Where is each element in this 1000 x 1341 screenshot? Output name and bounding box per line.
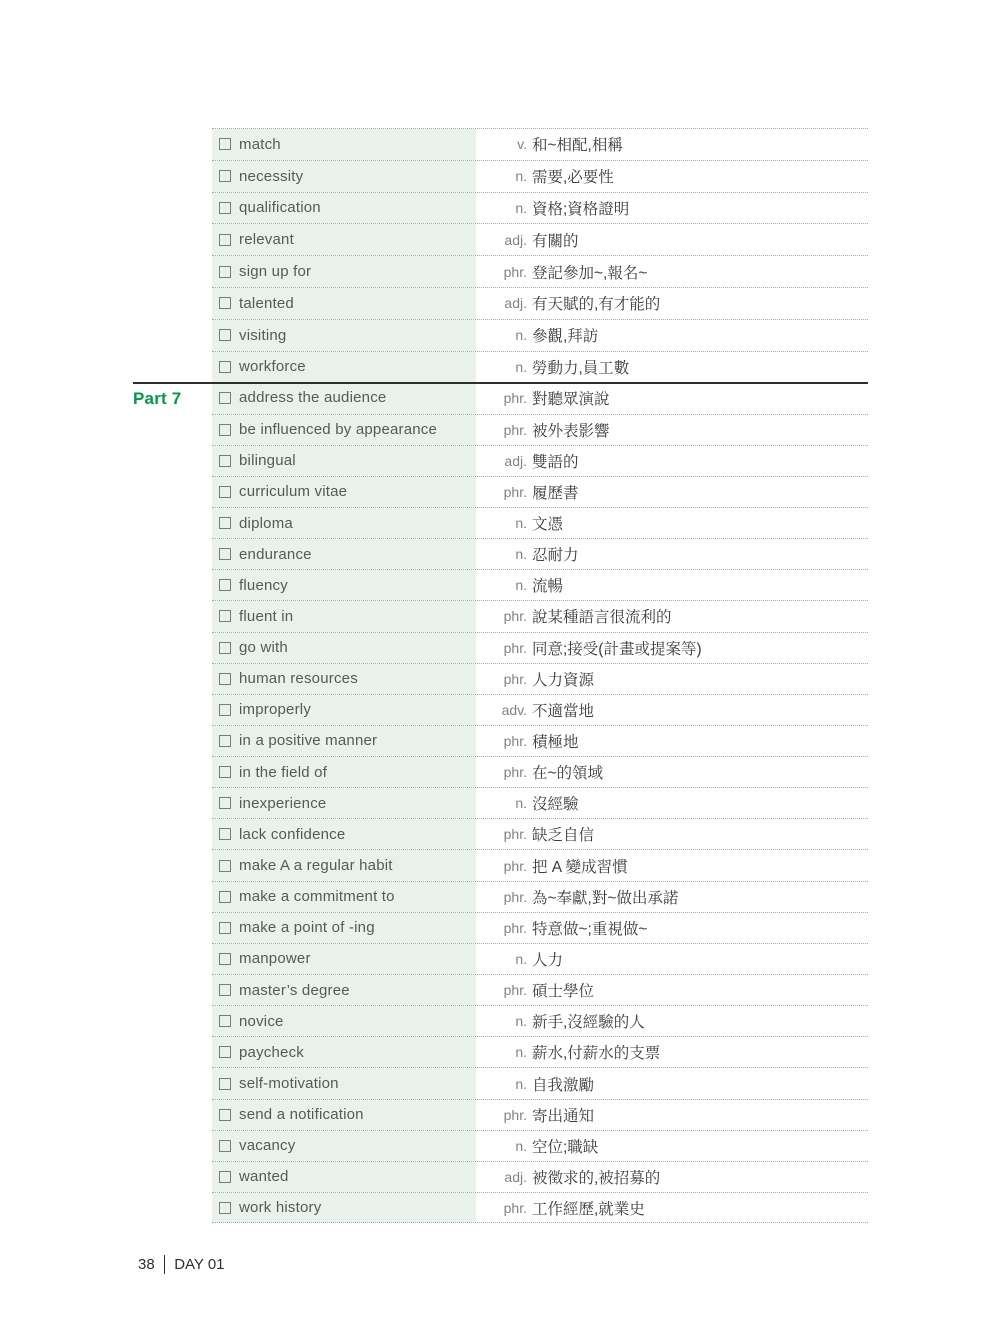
vocab-definition: 為~奉獻,對~做出承諾 [532,889,679,907]
vocab-definition-cell [476,477,868,507]
vocab-definition: 被徵求的,被招募的 [532,1169,661,1187]
vocab-word: novice [239,1012,284,1030]
vocab-word: talented [239,294,294,312]
vocab-row [212,223,868,255]
part-of-speech-label: phr. [503,857,527,874]
part-of-speech-label: phr. [503,826,527,843]
vocab-word: go with [239,639,288,657]
vocab-row [212,881,868,912]
vocab-word-cell [212,1100,476,1130]
vocab-definition: 勞動力,員工數 [532,359,630,377]
vocab-word-cell [212,129,476,160]
vocab-definition: 雙語的 [532,453,579,471]
vocab-definition-cell [476,224,868,255]
vocab-row [212,818,868,849]
vocab-definition: 參觀,拜訪 [532,328,599,346]
vocab-word-cell [212,633,476,663]
part-of-speech-label: n. [515,1013,527,1030]
vocab-definition-cell [476,1131,868,1161]
checkbox-icon [219,1202,231,1214]
vocab-section-2 [212,382,868,1223]
vocab-definition: 同意;接受(計畫或提案等) [532,640,702,658]
vocab-word: necessity [239,167,304,185]
vocab-row [212,192,868,224]
vocab-definition-cell [476,695,868,725]
vocab-row [212,569,868,600]
part-of-speech-label: phr. [503,982,527,999]
vocab-word: be influenced by appearance [239,421,438,439]
checkbox-icon [219,1078,231,1090]
vocab-definition: 登記參加~,報名~ [532,264,648,282]
vocab-row [212,160,868,192]
vocab-row [212,1005,868,1036]
vocab-word: manpower [239,950,311,968]
part-of-speech-label: n. [515,577,527,594]
vocab-row [212,382,868,413]
vocab-row [212,476,868,507]
checkbox-icon [219,984,231,996]
checkbox-icon [219,548,231,560]
vocab-row [212,351,868,383]
checkbox-icon [219,329,231,341]
checkbox-icon [219,1140,231,1152]
vocab-definition-cell [476,757,868,787]
vocab-definition-cell [476,288,868,319]
checkbox-icon [219,297,231,309]
vocab-definition: 把 A 變成習慣 [532,858,628,876]
checkbox-icon [219,922,231,934]
vocab-word: in a positive manner [239,732,378,750]
checkbox-icon [219,361,231,373]
vocab-word-cell [212,256,476,287]
vocab-word-cell [212,446,476,476]
vocab-row [212,414,868,445]
vocab-word-cell [212,695,476,725]
vocab-row [212,538,868,569]
vocab-word-cell [212,508,476,538]
vocab-word: match [239,135,281,153]
vocab-word-cell [212,570,476,600]
vocab-word: endurance [239,545,312,563]
vocab-word-cell [212,975,476,1005]
vocab-word-cell [212,288,476,319]
vocab-definition: 和~相配,相稱 [532,137,623,155]
part-of-speech-label: adv. [501,701,527,718]
vocab-word: improperly [239,701,312,719]
vocab-definition-cell [476,1162,868,1192]
vocab-row [212,663,868,694]
vocab-row [212,319,868,351]
vocab-word: qualification [239,199,321,217]
checkbox-icon [219,704,231,716]
vocab-definition: 缺乏自信 [532,827,595,845]
checkbox-icon [219,486,231,498]
vocab-word-cell [212,193,476,224]
part-of-speech-label: adj. [504,452,527,469]
part-of-speech-label: n. [515,515,527,531]
part-of-speech-label: n. [515,168,527,185]
vocab-word-cell [212,601,476,631]
vocab-word-cell [212,664,476,694]
part-of-speech-label: phr. [503,764,527,781]
vocab-definition-cell [476,726,868,756]
vocab-row [212,1099,868,1130]
vocab-definition: 薪水,付薪水的支票 [532,1045,661,1063]
part-of-speech-label: phr. [503,639,527,656]
part-label: Part 7 [133,389,182,408]
vocab-definition-cell [476,446,868,476]
vocab-word-cell [212,1193,476,1222]
chapter-label: DAY 01 [174,1256,225,1273]
vocab-word: in the field of [239,763,328,781]
part-of-speech-label: n. [515,795,527,812]
page-footer [138,1255,225,1274]
vocab-word-cell [212,882,476,912]
vocab-word-cell [212,819,476,849]
vocab-row [212,507,868,538]
vocab-word: work history [239,1199,322,1217]
vocab-definition-cell [476,850,868,880]
vocab-word-cell [212,477,476,507]
vocab-word: address the audience [239,389,387,407]
checkbox-icon [219,673,231,685]
checkbox-icon [219,266,231,278]
vocab-word: relevant [239,231,294,249]
vocab-row [212,912,868,943]
vocab-definition: 工作經歷,就業史 [532,1200,645,1218]
vocab-row [212,1192,868,1223]
vocab-word-cell [212,224,476,255]
vocab-row [212,128,868,160]
vocab-definition: 被外表影響 [532,422,610,440]
checkbox-icon [219,860,231,872]
vocab-definition: 履歷書 [532,484,579,502]
part-of-speech-label: phr. [503,483,527,500]
vocab-word-cell [212,161,476,192]
part-of-speech-label: n. [515,1137,527,1154]
checkbox-icon [219,234,231,246]
vocab-definition: 說某種語言很流利的 [532,609,672,627]
part-of-speech-label: phr. [503,888,527,905]
vocab-definition: 空位;職缺 [532,1138,599,1156]
vocab-word: self-motivation [239,1075,339,1093]
vocab-definition-cell [476,633,868,663]
vocab-definition: 沒經驗 [532,796,579,814]
part-of-speech-label: phr. [503,670,527,687]
vocab-row [212,600,868,631]
vocab-definition: 需要,必要性 [532,169,614,187]
checkbox-icon [219,455,231,467]
vocab-definition-cell [476,664,868,694]
vocab-section-1 [212,128,868,382]
part-of-speech-label: n. [515,327,527,344]
checkbox-icon [219,170,231,182]
checkbox-icon [219,579,231,591]
vocab-word-cell [212,1068,476,1098]
part-of-speech-label: n. [515,950,527,967]
vocab-row [212,632,868,663]
vocab-definition: 在~的領域 [532,765,604,783]
checkbox-icon [219,1046,231,1058]
checkbox-icon [219,891,231,903]
vocab-word-cell [212,757,476,787]
vocab-row [212,849,868,880]
vocab-word: bilingual [239,452,296,470]
vocab-definition-cell [476,1068,868,1098]
vocab-word: human resources [239,670,358,688]
vocab-word-cell [212,320,476,351]
vocab-definition-cell [476,601,868,631]
vocab-definition-cell [476,819,868,849]
vocab-word-cell [212,850,476,880]
vocab-word-cell [212,539,476,569]
part-section-divider [133,382,868,384]
vocab-definition: 有天賦的,有才能的 [532,296,661,314]
vocab-definition-cell [476,1037,868,1067]
vocab-definition-cell [476,415,868,445]
vocab-word: diploma [239,514,293,532]
vocab-row [212,943,868,974]
checkbox-icon [219,1171,231,1183]
checkbox-icon [219,642,231,654]
vocab-definition-cell [476,913,868,943]
vocab-definition-cell [476,129,868,160]
checkbox-icon [219,953,231,965]
vocab-definition: 流暢 [532,578,564,596]
checkbox-icon [219,517,231,529]
vocab-word-cell [212,352,476,383]
vocab-definition: 寄出通知 [532,1107,595,1125]
vocab-row [212,445,868,476]
vocab-definition: 文憑 [532,516,564,533]
checkbox-icon [219,610,231,622]
vocab-word: make a commitment to [239,888,395,906]
part-of-speech-label: phr. [503,263,527,280]
vocab-row [212,974,868,1005]
vocab-definition-cell [476,570,868,600]
part-of-speech-label: adj. [504,295,527,312]
vocab-word: fluent in [239,607,294,625]
vocab-word: fluency [239,576,288,594]
checkbox-icon [219,1109,231,1121]
part-of-speech-label: phr. [503,1199,527,1216]
vocab-word: make A a regular habit [239,857,393,875]
vocab-definition: 忍耐力 [532,547,579,565]
vocab-definition: 人力 [532,951,564,969]
part-of-speech-label: n. [515,1044,527,1061]
vocab-definition: 新手,沒經驗的人 [532,1014,645,1032]
vocab-row [212,255,868,287]
vocab-definition: 不適當地 [532,702,595,720]
checkbox-icon [219,138,231,150]
part-of-speech-label: phr. [503,732,527,749]
vocab-definition-cell [476,320,868,351]
vocab-definition-cell [476,1100,868,1130]
vocab-word-cell [212,1131,476,1161]
vocab-definition-cell [476,161,868,192]
part-of-speech-label: phr. [503,919,527,936]
vocab-definition-cell [476,944,868,974]
vocab-definition: 有關的 [532,232,579,250]
part-of-speech-label: n. [515,199,527,216]
vocab-word: workforce [239,358,306,376]
vocab-definition-cell [476,508,868,538]
vocab-word: paycheck [239,1043,304,1061]
vocab-row [212,1161,868,1192]
vocab-word-cell [212,726,476,756]
part-of-speech-label: phr. [503,421,527,438]
vocab-row [212,725,868,756]
part-of-speech-label: n. [515,358,527,375]
checkbox-icon [219,797,231,809]
page-number: 38 [138,1256,155,1273]
vocab-row [212,1067,868,1098]
vocab-definition-cell [476,539,868,569]
vocab-definition-cell [476,788,868,818]
vocab-word: wanted [239,1168,289,1186]
part-of-speech-label: adj. [504,231,527,248]
vocab-definition-cell [476,352,868,383]
vocab-definition: 自我激勵 [532,1076,595,1094]
vocab-row [212,787,868,818]
vocab-row [212,694,868,725]
checkbox-icon [219,735,231,747]
vocab-word: inexperience [239,794,327,812]
vocab-definition-cell [476,975,868,1005]
vocab-definition-cell [476,1193,868,1222]
vocab-definition: 積極地 [532,733,579,751]
checkbox-icon [219,424,231,436]
part-of-speech-label: n. [515,1075,527,1092]
vocab-word: sign up for [239,263,312,281]
vocab-definition-cell [476,256,868,287]
vocab-definition-cell [476,882,868,912]
vocab-row [212,287,868,319]
part-of-speech-label: phr. [503,389,527,406]
footer-separator [164,1255,166,1274]
vocab-word: master’s degree [239,981,350,999]
vocab-table [133,128,868,1223]
checkbox-icon [219,828,231,840]
vocab-definition: 人力資源 [532,671,595,689]
vocab-word: send a notification [239,1106,364,1124]
vocab-word-cell [212,913,476,943]
part-of-speech-label: n. [515,546,527,563]
vocab-word: lack confidence [239,825,346,843]
vocab-word-cell [212,1037,476,1067]
part-of-speech-label: phr. [503,608,527,625]
vocab-definition-cell [476,1006,868,1036]
part-of-speech-label: v. [517,136,527,153]
vocab-word: vacancy [239,1137,296,1155]
vocab-word-cell [212,788,476,818]
vocab-word-cell [212,415,476,445]
vocab-row [212,1130,868,1161]
vocab-word-cell [212,382,476,413]
vocab-definition: 碩士學位 [532,983,595,1001]
part-of-speech-label: adj. [504,1168,527,1185]
vocab-row [212,756,868,787]
vocab-word: make a point of -ing [239,919,375,937]
vocab-row [212,1036,868,1067]
vocab-definition: 對聽眾演說 [532,390,610,408]
vocab-word: visiting [239,326,287,344]
vocab-word-cell [212,1162,476,1192]
checkbox-icon [219,1015,231,1027]
vocab-word-cell [212,944,476,974]
vocab-definition-cell [476,193,868,224]
vocab-definition: 資格;資格證明 [532,200,630,218]
vocab-word: curriculum vitae [239,483,348,501]
vocab-definition: 特意做~;重視做~ [532,920,648,938]
checkbox-icon [219,392,231,404]
part-of-speech-label: phr. [503,1106,527,1123]
checkbox-icon [219,202,231,214]
checkbox-icon [219,766,231,778]
vocab-definition-cell [476,382,868,413]
vocab-word-cell [212,1006,476,1036]
